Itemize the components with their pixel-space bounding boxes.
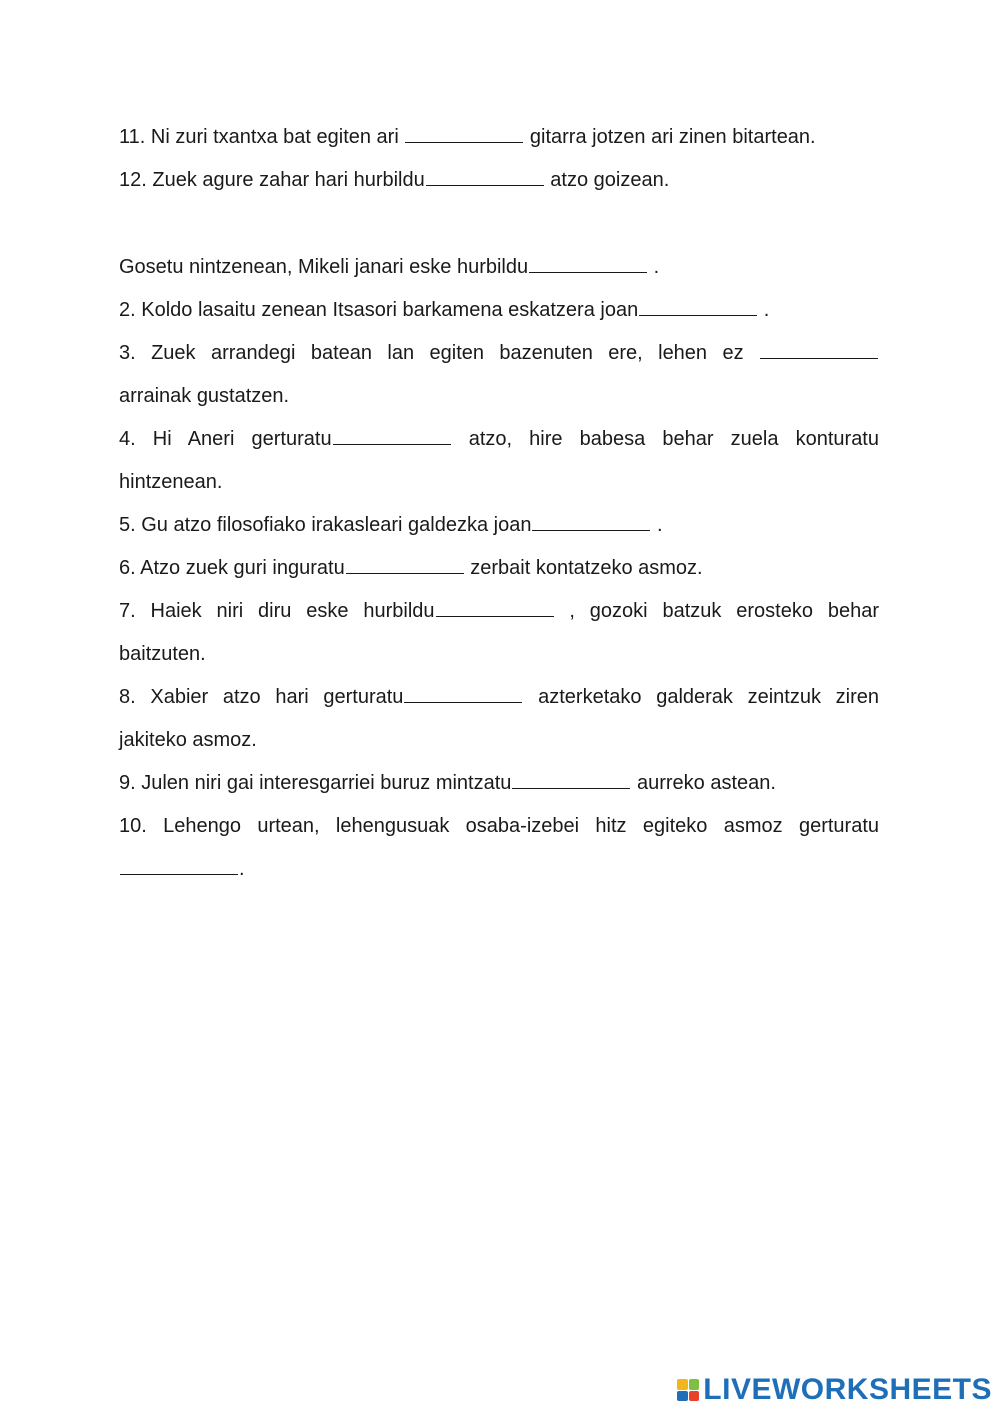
answer-blank[interactable]: [426, 163, 544, 186]
logo-text: LIVEWORKSHEETS: [703, 1373, 992, 1406]
answer-blank[interactable]: [639, 293, 757, 316]
item-text: baitzuten.: [119, 643, 206, 665]
item-text: 9. Julen niri gai interesgarriei buruz mintzatu: [119, 772, 512, 794]
exercise-item-3: [119, 332, 879, 375]
item-text: 8. Xabier atzo hari gerturatu: [119, 686, 404, 708]
exercise-item-7-continuation: [119, 633, 879, 676]
liveworksheets-logo-icon: [677, 1379, 699, 1401]
liveworksheets-logo: [677, 1373, 992, 1407]
item-text: jakiteko asmoz.: [119, 729, 257, 751]
item-text: 10. Lehengo urtean, lehengusuak osaba-izebei hitz egiteko asmoz gerturatu: [119, 815, 879, 837]
item-text: .: [651, 514, 663, 536]
answer-blank[interactable]: [333, 422, 451, 445]
item-text: arrainak gustatzen.: [119, 385, 290, 407]
answer-blank[interactable]: [532, 508, 650, 531]
item-text: atzo, hire babesa behar zuela konturatu: [451, 428, 879, 450]
answer-blank[interactable]: [436, 594, 554, 617]
logo-mark-square: [677, 1379, 688, 1390]
item-text: 3. Zuek arrandegi batean lan egiten bazenuten ere, lehen ez: [119, 342, 759, 364]
item-text: 11. Ni zuri txantxa bat egiten ari: [119, 126, 405, 148]
logo-mark-square: [689, 1391, 700, 1402]
item-text: hintzenean.: [119, 471, 223, 493]
exercise-item-8-continuation: [119, 719, 879, 762]
answer-blank[interactable]: [346, 551, 464, 574]
exercise-item-5: [119, 504, 879, 547]
logo-mark-square: [677, 1391, 688, 1402]
exercise-item-10: [119, 805, 879, 848]
exercise-item-1: [119, 246, 879, 289]
item-text: zerbait kontatzeko asmoz.: [464, 557, 703, 579]
answer-blank[interactable]: [512, 766, 630, 789]
exercise-item-10-continuation: [119, 848, 879, 891]
item-text: Gosetu nintzenean, Mikeli janari eske hurbildu: [119, 256, 529, 278]
item-text: 12. Zuek agure zahar hari hurbildu: [119, 169, 425, 191]
exercise-item-9: [119, 762, 879, 805]
worksheet: [119, 116, 879, 891]
exercise-item-8: [119, 676, 879, 719]
section-gap: [119, 202, 879, 246]
answer-blank[interactable]: [404, 680, 522, 703]
exercise-item-4-continuation: [119, 461, 879, 504]
item-text: azterketako galderak zeintzuk ziren: [523, 686, 879, 708]
item-text: .: [758, 299, 770, 321]
answer-blank[interactable]: [529, 250, 647, 273]
logo-mark-square: [689, 1379, 700, 1390]
item-text: 4. Hi Aneri gerturatu: [119, 428, 332, 450]
item-text: .: [648, 256, 660, 278]
item-text: aurreko astean.: [631, 772, 776, 794]
item-text: atzo goizean.: [544, 169, 670, 191]
exercise-item-11: [119, 116, 879, 159]
exercise-item-7: [119, 590, 879, 633]
item-text: 6. Atzo zuek guri inguratu: [119, 557, 345, 579]
exercise-item-4: [119, 418, 879, 461]
item-text: .: [239, 858, 245, 880]
exercise-item-2: [119, 289, 879, 332]
answer-blank[interactable]: [760, 336, 878, 359]
exercise-item-3-continuation: [119, 375, 879, 418]
exercise-item-12: [119, 159, 879, 202]
item-text: 2. Koldo lasaitu zenean Itsasori barkamena eskatzera joan: [119, 299, 639, 321]
exercise-item-6: [119, 547, 879, 590]
item-text: , gozoki batzuk erosteko behar: [554, 600, 879, 622]
answer-blank[interactable]: [120, 852, 238, 875]
item-text: gitarra jotzen ari zinen bitartean.: [524, 126, 816, 148]
item-text: 5. Gu atzo filosofiako irakasleari galdezka joan: [119, 514, 532, 536]
item-text: 7. Haiek niri diru eske hurbildu: [119, 600, 435, 622]
answer-blank[interactable]: [405, 120, 523, 143]
